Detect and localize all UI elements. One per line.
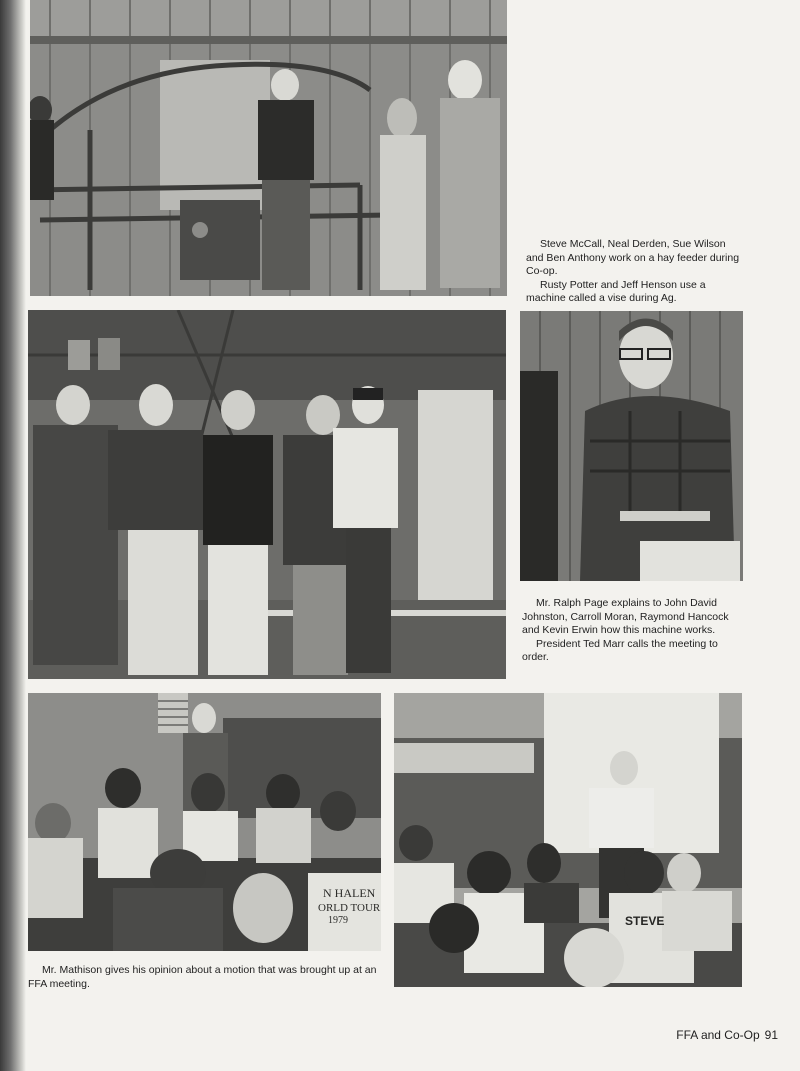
page-number: 91 [764,1028,778,1042]
book-binding-shadow [0,0,26,1071]
caption-bottom-left [28,964,380,991]
photo-meeting-image [394,693,742,987]
caption-hay-feeder: Steve McCall, Neal Derden, Sue Wilson and Ben Anthony work on a hay feeder during Co-op. [526,238,740,277]
caption-ralph-page: Mr. Ralph Page explains to John David Johnston, Carroll Moran, Raymond Hancock and Kevin Erwin how this machine works. [522,597,729,636]
shirt-text-van-halen: N HALEN [323,886,376,900]
section-title: FFA and Co-Op [676,1028,760,1042]
photo-president-image [520,311,743,581]
shirt-text-steve: STEVE [625,914,665,928]
page-footer [676,1028,778,1042]
photo-meeting-to-order [394,693,742,987]
photo-hay-feeder [30,0,507,296]
caption-top-right [526,238,741,306]
photo-mathison-image [28,693,381,951]
photo-shop-group-image [28,310,506,679]
caption-vise: Rusty Potter and Jeff Henson use a machine called a vise during Ag. [526,278,706,304]
shirt-text-world-tour: ORLD TOUR [318,902,381,914]
shirt-text-year: 1979 [328,915,348,926]
photo-mathison-meeting [28,693,381,951]
caption-mathison: Mr. Mathison gives his opinion about a motion that was brought up at an FFA meeting. [28,964,377,990]
photo-hay-feeder-image [30,0,507,296]
caption-middle-right [522,597,740,665]
photo-shop-group [28,310,506,679]
photo-president-ted-marr [520,311,743,581]
caption-ted-marr: President Ted Marr calls the meeting to order. [522,637,718,663]
